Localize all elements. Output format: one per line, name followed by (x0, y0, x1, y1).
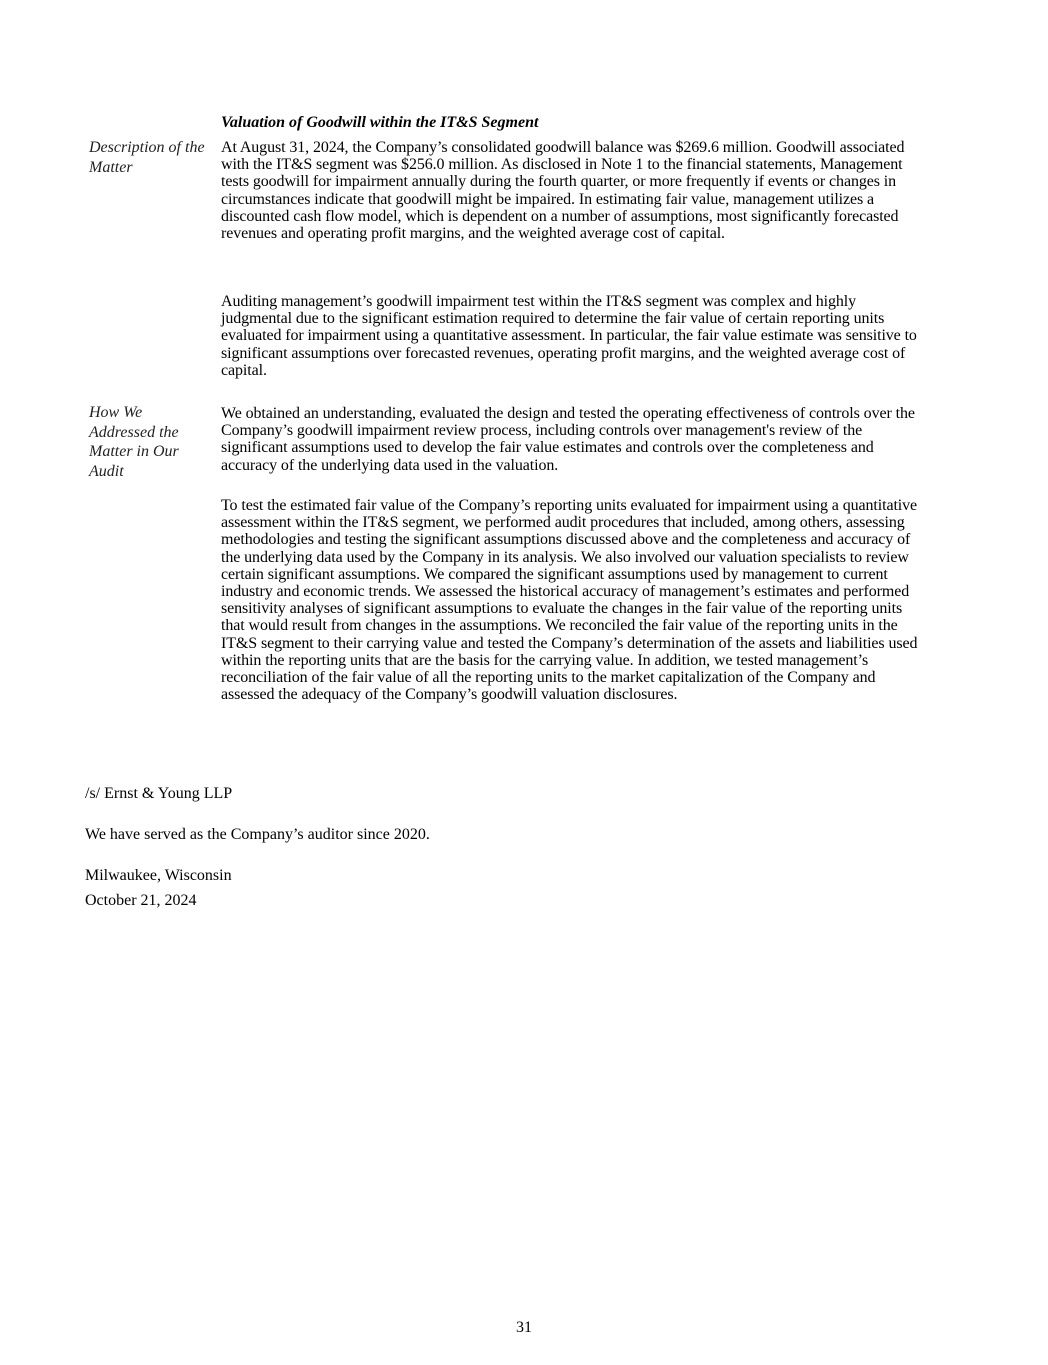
auditor-tenure: We have served as the Company’s auditor since 2020. (85, 826, 430, 843)
how-we-addressed-label: How We Addressed the Matter in Our Audit (89, 404, 179, 480)
page-number: 31 (516, 1319, 532, 1336)
description-of-matter-label: Description of the Matter (89, 139, 205, 176)
description-paragraph-2: Auditing management’s goodwill impairment test within the IT&S segment was complex and highly judgmental due to the significant estimation required to determine the fair value of certain reporting units evaluated for impairment using a quantitative assessment. In particular, the fair value estimate was sensitive to significant assumptions over forecasted revenues, operating profit margins, and the weighted average cost of capital. (221, 293, 917, 379)
addressed-paragraph-2: To test the estimated fair value of the Company’s reporting units evaluated for impairment using a quantitative assessment within the IT&S segment, we performed audit procedures that included, among others, assessing methodologies and testing the significant assumptions discussed above and the completeness and accuracy of the underlying data used by the Company in its analysis. We also involved our valuation specialists to review certain significant assumptions. We compared the significant assumptions used by management to current industry and economic trends. We assessed the historical accuracy of management’s estimates and performed sensitivity analyses of significant assumptions to evaluate the changes in the fair value of the reporting units that would result from changes in the assumptions. We reconciled the fair value of the reporting units in the IT&S segment to their carrying value and tested the Company’s determination of the assets and liabilities used within the reporting units that are the basis for the carrying value. In addition, we tested management’s reconciliation of the fair value of all the reporting units to the market capitalization of the Company and assessed the adequacy of the Company’s goodwill valuation disclosures. (221, 497, 918, 704)
signature-date: October 21, 2024 (85, 892, 197, 909)
description-paragraph-1: At August 31, 2024, the Company’s consolidated goodwill balance was $269.6 million. Goodwill associated with the IT&S segment was $256.0 million. As disclosed in Note 1 to the financial statements, Management tests goodwill for impairment annually during the fourth quarter, or more frequently if events or changes in circumstances indicate that goodwill might be impaired. In estimating fair value, management utilizes a discounted cash flow model, which is dependent on a number of assumptions, most significantly forecasted revenues and operating profit margins, and the weighted average cost of capital. (221, 139, 905, 243)
addressed-paragraph-1: We obtained an understanding, evaluated the design and tested the operating effectiveness of controls over the Company’s goodwill impairment review process, including controls over management's review of the significant assumptions used to develop the fair value estimates and controls over the completeness and accuracy of the underlying data used in the valuation. (221, 405, 915, 474)
section-heading: Valuation of Goodwill within the IT&S Segment (221, 114, 539, 131)
auditor-signature: /s/ Ernst & Young LLP (85, 785, 233, 802)
signature-location: Milwaukee, Wisconsin (85, 867, 232, 884)
